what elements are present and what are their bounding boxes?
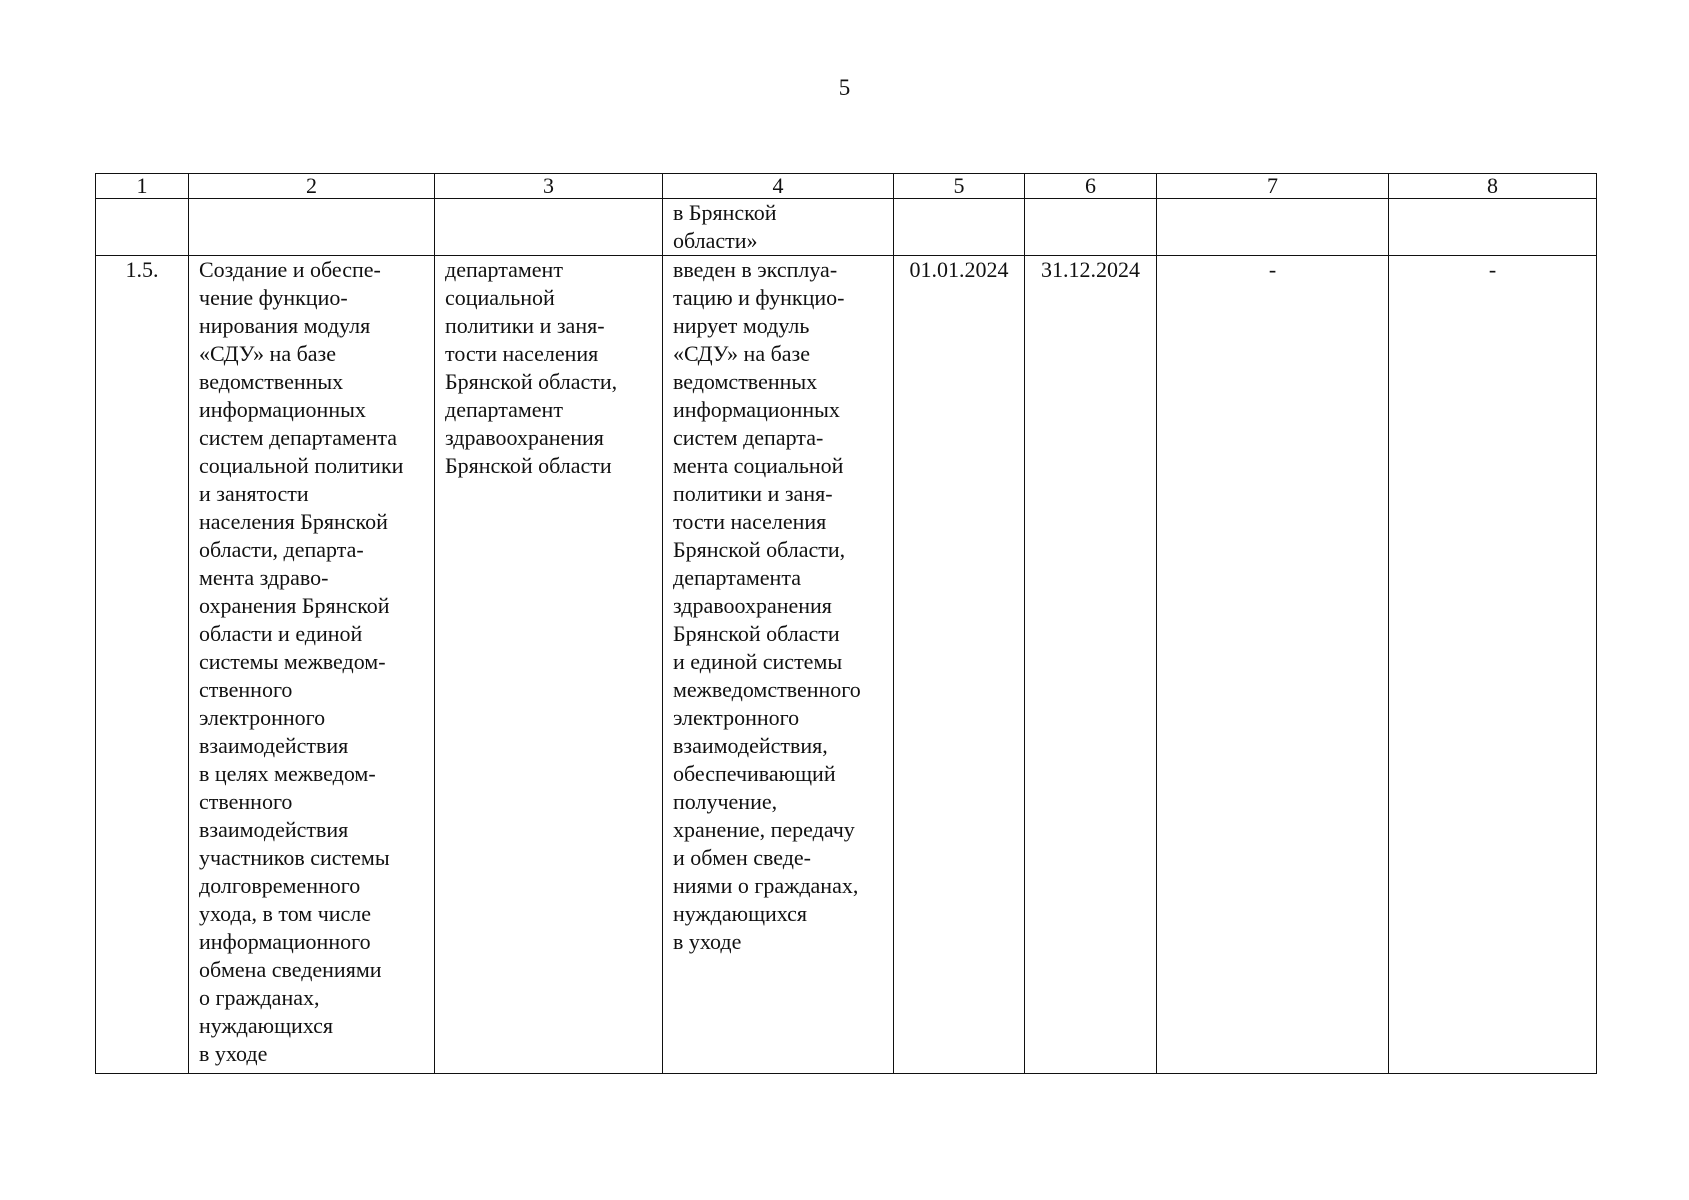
text-line: «СДУ» на базе (199, 341, 336, 366)
text-line: информационных (673, 397, 840, 422)
text-line: здравоохранения (445, 425, 604, 450)
text-line: введен в эксплуа- (673, 257, 838, 282)
text-line: ственного (199, 677, 293, 702)
text-line: тости населения (445, 341, 599, 366)
text-line: населения Брянской (199, 509, 388, 534)
text-line: Создание и обеспе- (199, 257, 381, 282)
measure-name-cell (189, 256, 435, 1074)
column-number: 6 (1025, 174, 1157, 199)
text-line: Брянской области, (445, 369, 618, 394)
table-cell (435, 199, 663, 256)
table-cell (1389, 199, 1597, 256)
text-line: систем департа- (673, 425, 824, 450)
table-cell (1025, 199, 1157, 256)
text-line: о гражданах, (199, 985, 320, 1010)
text-line: здравоохранения (673, 593, 832, 618)
text-line: ведомственных (199, 369, 344, 394)
text-line: Брянской области, (673, 537, 846, 562)
text-line: информационных (199, 397, 366, 422)
text-line: социальной политики (199, 453, 404, 478)
row-number-cell: 1.5. (96, 256, 189, 1074)
text-line: мента социальной (673, 453, 844, 478)
page-number: 5 (838, 75, 851, 100)
column-number: 4 (663, 174, 894, 199)
measures-table (95, 173, 1597, 1074)
column-number: 3 (435, 174, 663, 199)
text-line: в уходе (199, 1041, 268, 1066)
responsible-cell (435, 256, 663, 1074)
text-line: электронного (673, 705, 800, 730)
text-line: департамента (673, 565, 801, 590)
text-line: и занятости (199, 481, 309, 506)
text-line: участников системы (199, 845, 390, 870)
column-number: 1 (96, 174, 189, 199)
end-date-cell: 31.12.2024 (1025, 256, 1157, 1074)
text-line: департамент (445, 257, 563, 282)
text-line: нуждающихся (199, 1013, 334, 1038)
text-line: политики и заня- (673, 481, 833, 506)
text-line: в уходе (673, 929, 742, 954)
text-line: нирования модуля (199, 313, 371, 338)
text-line: обеспечивающий (673, 761, 836, 786)
text-line: чение функцио- (199, 285, 348, 310)
text-line: системы межведом- (199, 649, 386, 674)
text-line: получение, (673, 789, 778, 814)
column-number-row (96, 174, 1597, 199)
text-line: хранение, передачу (673, 817, 855, 842)
text-line: межведомственного (673, 677, 861, 702)
text-line: «СДУ» на базе (673, 341, 810, 366)
table-cell (894, 199, 1025, 256)
column-number: 5 (894, 174, 1025, 199)
text-line: области и единой (199, 621, 363, 646)
table-row (96, 256, 1597, 1074)
text-line: департамент (445, 397, 563, 422)
text-line: в целях межведом- (199, 761, 376, 786)
text-line: нирует модуль (673, 313, 810, 338)
column-7-cell: - (1157, 256, 1389, 1074)
text-line: ухода, в том числе (199, 901, 372, 926)
text-line: ственного (199, 789, 293, 814)
table-cell (1157, 199, 1389, 256)
text-line: и обмен сведе- (673, 845, 811, 870)
table-cell (96, 199, 189, 256)
text-line: ниями о гражданах, (673, 873, 859, 898)
text-line: и единой системы (673, 649, 843, 674)
text-line: мента здраво- (199, 565, 329, 590)
text-line: тацию и функцио- (673, 285, 845, 310)
text-line: ведомственных (673, 369, 818, 394)
text-line: политики и заня- (445, 313, 605, 338)
text-line: взаимодействия (199, 817, 349, 842)
text-line: области» (673, 228, 758, 253)
column-number: 7 (1157, 174, 1389, 199)
text-line: взаимодействия, (673, 733, 828, 758)
text-line: охранения Брянской (199, 593, 390, 618)
text-line: электронного (199, 705, 326, 730)
text-line: Брянской области (673, 621, 840, 646)
column-number: 2 (189, 174, 435, 199)
continuation-row (96, 199, 1597, 256)
expected-result-cell (663, 256, 894, 1074)
continuation-result-cell (663, 199, 894, 256)
text-line: долговременного (199, 873, 361, 898)
text-line: области, департа- (199, 537, 364, 562)
text-line: нуждающихся (673, 901, 808, 926)
text-line: социальной (445, 285, 555, 310)
text-line: взаимодействия (199, 733, 349, 758)
text-line: систем департамента (199, 425, 398, 450)
column-number: 8 (1389, 174, 1597, 199)
text-line: обмена сведениями (199, 957, 382, 982)
table-cell (189, 199, 435, 256)
text-line: информационного (199, 929, 371, 954)
start-date-cell: 01.01.2024 (894, 256, 1025, 1074)
text-line: тости населения (673, 509, 827, 534)
column-8-cell: - (1389, 256, 1597, 1074)
text-line: в Брянской (673, 200, 777, 225)
text-line: Брянской области (445, 453, 612, 478)
